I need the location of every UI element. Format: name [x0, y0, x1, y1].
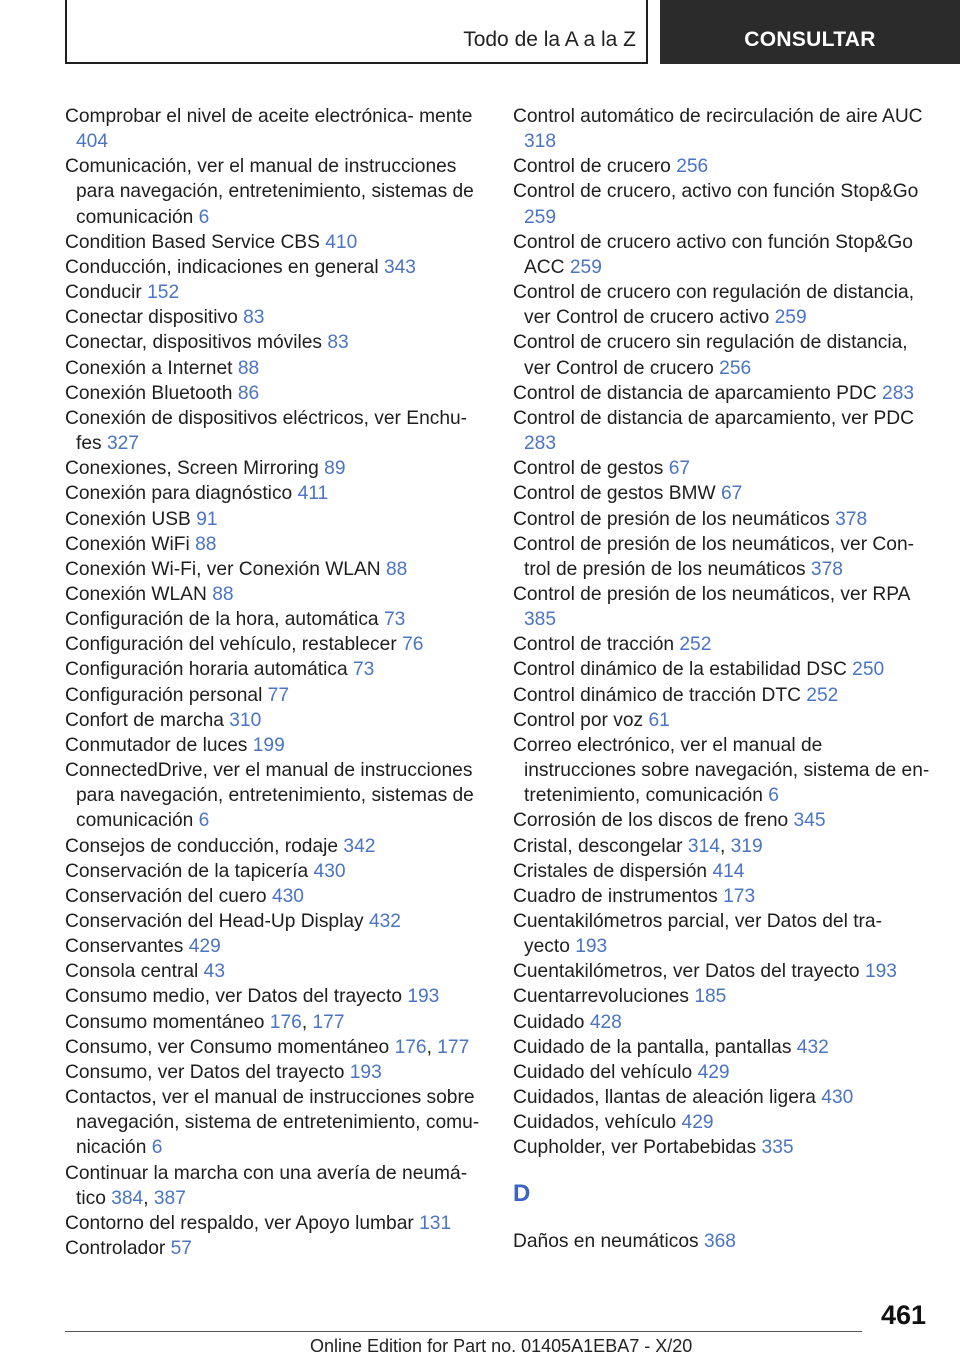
index-term: Comunicación, ver el manual de instrucciones para navegación, entretenimiento, sistemas de comunicación	[65, 156, 474, 228]
page-reference-link[interactable]: 43	[203, 961, 226, 983]
index-term: Conmutador de luces	[65, 734, 248, 756]
page-reference-link[interactable]: 185	[694, 986, 727, 1008]
index-term: Control de crucero	[513, 156, 671, 178]
index-entry	[65, 909, 485, 934]
page-reference-link[interactable]: 343	[383, 256, 416, 278]
index-term: Cuidado	[513, 1011, 585, 1033]
index-entry	[65, 582, 485, 607]
index-entry	[65, 104, 485, 154]
index-term: Cristales de dispersión	[513, 860, 708, 882]
index-term: Conservación del Head-Up Display	[65, 911, 364, 932]
page-reference-link[interactable]: 378	[810, 558, 843, 580]
page-reference-link[interactable]: 83	[327, 332, 349, 354]
index-entry	[513, 179, 933, 229]
index-entry	[65, 557, 485, 582]
index-entry	[513, 456, 933, 481]
index-entry: Continuar la marcha con una avería de neumá- tico 384, 387	[65, 1162, 468, 1209]
page-reference-link[interactable]: 193	[349, 1061, 382, 1083]
page-reference-link[interactable]: 91	[196, 508, 218, 530]
index-term: Contorno del respaldo, ver Apoyo lumbar	[65, 1212, 414, 1234]
page-reference-link[interactable]: 152	[147, 282, 180, 304]
page-reference-link[interactable]: 252	[679, 634, 712, 656]
index-entry	[513, 884, 933, 909]
page-reference-link[interactable]: 429	[681, 1112, 714, 1134]
index-term: Control de tracción	[513, 634, 675, 656]
index-term: Conexión Bluetooth	[65, 382, 233, 404]
index-entry	[513, 280, 933, 330]
index-term: ConnectedDrive, ver el manual de instrucciones para navegación, entretenimiento, sistemas de comunicación	[65, 760, 474, 832]
chapter-tab-label: CONSULTAR	[744, 28, 876, 51]
page-reference-link[interactable]: 193	[575, 936, 608, 958]
index-term: Control dinámico de la estabilidad DSC	[513, 659, 847, 681]
index-entry	[513, 1010, 933, 1035]
page-reference-link[interactable]: 414	[712, 860, 745, 882]
page-reference-link[interactable]: 176	[394, 1036, 427, 1058]
index-entry: Consumo momentáneo 176, 177	[65, 1011, 345, 1033]
index-entry	[65, 356, 485, 381]
index-term: Control de crucero con regulación de distancia, ver Control de crucero activo	[513, 282, 915, 329]
index-entry	[513, 154, 933, 179]
index-term: Conexiones, Screen Mirroring	[65, 458, 319, 480]
index-entry	[513, 984, 933, 1009]
page-reference-link[interactable]: 73	[383, 609, 406, 631]
page-number: 461	[880, 1300, 926, 1330]
page-reference-link[interactable]: 177	[437, 1036, 470, 1058]
page-reference-link[interactable]: 432	[368, 911, 401, 932]
index-entry	[65, 481, 485, 506]
footer-edition: Online Edition for Part no. 01405A1EBA7 - X/20	[310, 1336, 693, 1356]
index-entry	[513, 909, 933, 959]
index-term: Conectar, dispositivos móviles	[65, 332, 323, 354]
footer-divider	[65, 1331, 862, 1332]
index-entry	[513, 733, 933, 808]
index-entry: Consumo, ver Consumo momentáneo 176, 177	[65, 1036, 470, 1058]
index-term: Configuración del vehículo, restablecer	[65, 634, 397, 656]
index-term: Confort de marcha	[65, 709, 224, 731]
page-reference-link[interactable]: 83	[243, 307, 265, 329]
index-term: Conducción, indicaciones en general	[65, 256, 379, 278]
page-reference-link[interactable]: 73	[353, 659, 375, 681]
page-reference-link[interactable]: 430	[271, 885, 304, 907]
page-reference-link[interactable]: 6	[198, 810, 210, 832]
index-entry	[65, 859, 485, 884]
page-reference-link[interactable]: 310	[229, 709, 262, 731]
section-tab	[65, 0, 648, 64]
index-column-right	[513, 104, 933, 1254]
index-term: Control de gestos BMW	[513, 483, 716, 505]
index-entry	[513, 582, 933, 632]
page-reference-link[interactable]: 318	[524, 131, 557, 153]
section-letter-d: D	[513, 1179, 531, 1207]
index-term: Control de presión de los neumáticos, ver RPA	[513, 583, 910, 605]
index-term: Control de crucero, activo con función Stop&Go	[513, 181, 919, 203]
index-entry	[65, 305, 485, 330]
index-entry	[513, 1110, 933, 1135]
page-reference-link[interactable]: 342	[343, 835, 376, 857]
index-term: Conducir	[65, 282, 142, 304]
index-entry	[65, 758, 485, 833]
page-reference-link[interactable]: 429	[188, 936, 221, 958]
page-reference-link[interactable]: 193	[407, 986, 440, 1008]
index-term: Conexión de dispositivos eléctricos, ver Enchu- fes	[65, 407, 468, 455]
page-reference-link[interactable]: 6	[198, 206, 210, 228]
index-entry	[513, 230, 933, 280]
index-term: Conservación de la tapicería	[65, 860, 309, 882]
index-term: Consumo medio, ver Datos del trayecto	[65, 986, 402, 1008]
index-entry	[513, 1135, 933, 1160]
index-term: Conexión Wi-Fi, ver Conexión WLAN	[65, 558, 381, 580]
index-entry	[65, 683, 485, 708]
page-reference-link[interactable]: 177	[312, 1011, 345, 1033]
index-term: Cuentarrevoluciones	[513, 986, 689, 1008]
index-entry	[65, 381, 485, 406]
index-term: Contactos, ver el manual de instrucciones sobre navegación, sistema de entretenimiento, comu- nicación	[65, 1087, 480, 1159]
index-term: Control de gestos	[513, 458, 664, 480]
index-entry	[65, 532, 485, 557]
page-reference-link[interactable]: 250	[852, 659, 885, 681]
page-reference-link[interactable]: 252	[806, 684, 839, 706]
page-reference-link[interactable]: 429	[697, 1061, 730, 1083]
index-term: Conexión WLAN	[65, 583, 207, 605]
index-entry	[65, 406, 485, 456]
index-entry	[513, 683, 933, 708]
page-reference-link[interactable]: 259	[524, 206, 557, 228]
index-entry	[513, 1085, 933, 1110]
index-term: Control de distancia de aparcamiento, ver PDC	[513, 407, 915, 429]
index-term: Conservantes	[65, 936, 184, 958]
index-entry	[65, 934, 485, 959]
index-term: Conexión para diagnóstico	[65, 483, 293, 505]
index-term: Control de crucero activo con función Stop&Go ACC	[513, 231, 913, 278]
page-reference-link[interactable]: 173	[723, 885, 756, 907]
index-entry	[65, 330, 485, 355]
index-entry	[513, 808, 933, 833]
page-reference-link[interactable]: 384	[111, 1187, 144, 1209]
page-reference-link[interactable]: 88	[385, 558, 408, 580]
index-entry	[65, 632, 485, 657]
index-term: Daños en neumáticos	[513, 1230, 699, 1252]
index-term: Conexión USB	[65, 508, 191, 530]
index-term: Consumo momentáneo	[65, 1011, 265, 1033]
page-reference-link[interactable]: 193	[864, 961, 897, 983]
index-column-left	[65, 104, 485, 1261]
index-entry	[65, 984, 485, 1009]
index-term: Configuración de la hora, automática	[65, 609, 379, 631]
page-reference-link[interactable]: 259	[774, 307, 807, 329]
page-reference-link[interactable]: 67	[668, 458, 691, 480]
index-entry	[65, 230, 485, 255]
index-entry	[65, 1211, 485, 1236]
index-entry	[65, 959, 485, 984]
page-reference-link[interactable]: 428	[589, 1011, 622, 1033]
index-term: Cuadro de instrumentos	[513, 885, 718, 907]
page-reference-link[interactable]: 88	[195, 533, 217, 555]
index-term: Comprobar el nivel de aceite electrónica- mente	[65, 106, 473, 127]
index-term: Control de presión de los neumáticos, ver Con- trol de presión de los neumáticos	[513, 533, 915, 580]
index-term: Controlador	[65, 1238, 166, 1260]
index-entry	[65, 255, 485, 280]
index-entry	[65, 1060, 485, 1085]
index-term: Conexión a Internet	[65, 357, 233, 379]
page-reference-link[interactable]: 387	[153, 1187, 186, 1209]
index-entry	[513, 330, 933, 380]
index-entry	[513, 959, 933, 984]
index-entry	[513, 104, 933, 154]
page-reference-link[interactable]: 430	[313, 860, 346, 882]
index-entry	[65, 884, 485, 909]
index-entry	[513, 632, 933, 657]
page-reference-link[interactable]: 256	[676, 156, 709, 178]
index-entry	[513, 657, 933, 682]
index-term: Cuidado del vehículo	[513, 1061, 693, 1083]
index-term: Cuidados, llantas de aleación ligera	[513, 1087, 816, 1109]
index-entry	[65, 1085, 485, 1160]
index-term: Conectar dispositivo	[65, 307, 238, 329]
index-term: Corrosión de los discos de freno	[513, 810, 789, 832]
index-entry	[65, 607, 485, 632]
chapter-tab	[660, 0, 960, 64]
index-entry	[65, 154, 485, 229]
page-reference-link[interactable]: 335	[761, 1137, 794, 1159]
index-term: Configuración personal	[65, 684, 263, 706]
page-reference-link[interactable]: 411	[297, 483, 329, 505]
index-term: Consumo, ver Consumo momentáneo	[65, 1036, 390, 1058]
index-term: Control de presión de los neumáticos	[513, 508, 830, 530]
index-entry	[513, 381, 933, 406]
index-term: Cuentakilómetros parcial, ver Datos del tra- yecto	[513, 911, 882, 958]
index-entry	[65, 733, 485, 758]
index-entry	[513, 708, 933, 733]
page-reference-link[interactable]: 368	[703, 1230, 736, 1252]
page-reference-link[interactable]: 76	[402, 634, 424, 656]
page-reference-link[interactable]: 404	[76, 131, 109, 153]
index-term: Condition Based Service CBS	[65, 231, 320, 253]
page-reference-link[interactable]: 430	[821, 1087, 854, 1109]
index-entry	[65, 456, 485, 481]
page-reference-link[interactable]: 283	[882, 382, 915, 404]
page-reference-link[interactable]: 67	[720, 483, 743, 505]
page-reference-link[interactable]: 131	[419, 1212, 452, 1234]
index-entry	[513, 532, 933, 582]
index-term: Cuidado de la pantalla, pantallas	[513, 1036, 792, 1058]
index-term: Control por voz	[513, 709, 644, 731]
index-entry	[65, 280, 485, 305]
page-reference-link[interactable]: 319	[730, 835, 763, 857]
page-reference-link[interactable]: 345	[793, 810, 826, 832]
page-reference-link[interactable]: 256	[719, 357, 752, 379]
page-reference-link[interactable]: 6	[151, 1137, 163, 1159]
index-entry	[65, 708, 485, 733]
index-term: Control de distancia de aparcamiento PDC	[513, 382, 877, 404]
index-term: Conservación del cuero	[65, 885, 267, 907]
index-term: Continuar la marcha con una avería de neumá- tico	[65, 1162, 468, 1209]
page-reference-link[interactable]: 176	[269, 1011, 302, 1033]
index-entry	[65, 1236, 485, 1261]
page-reference-link[interactable]: 259	[569, 256, 602, 278]
index-entry	[513, 1035, 933, 1060]
index-term: Correo electrónico, ver el manual de instrucciones sobre navegación, sistema de en- tretenimiento, comunicación	[513, 734, 930, 807]
page-reference-link[interactable]: 86	[237, 382, 260, 404]
index-entry	[65, 657, 485, 682]
index-entry	[513, 1229, 933, 1254]
page-reference-link[interactable]: 88	[237, 357, 260, 379]
index-term: Consola central	[65, 961, 199, 983]
page-reference-link[interactable]: 89	[324, 458, 346, 480]
page-reference-link[interactable]: 327	[106, 433, 139, 455]
page-reference-link[interactable]: 61	[648, 709, 670, 731]
index-term: Cristal, descongelar	[513, 835, 683, 857]
page-reference-link[interactable]: 77	[267, 684, 290, 706]
index-entry: Cristal, descongelar 314, 319	[513, 835, 763, 857]
index-term: Consejos de conducción, rodaje	[65, 835, 339, 857]
index-term: Consumo, ver Datos del trayecto	[65, 1061, 345, 1083]
section-tab-label: Todo de la A a la Z	[463, 28, 636, 51]
page-reference-link[interactable]: 283	[524, 433, 557, 455]
index-term: Control dinámico de tracción DTC	[513, 684, 801, 706]
page-reference-link[interactable]: 88	[212, 583, 234, 605]
index-entry	[513, 1060, 933, 1085]
index-term: Cupholder, ver Portabebidas	[513, 1137, 757, 1159]
index-term: Conexión WiFi	[65, 533, 190, 555]
page-reference-link[interactable]: 199	[252, 734, 285, 756]
page-reference-link[interactable]: 432	[796, 1036, 829, 1058]
index-term: Control automático de recirculación de aire AUC	[513, 106, 923, 127]
index-entry	[513, 481, 933, 506]
index-term: Cuidados, vehículo	[513, 1112, 677, 1134]
index-list-d	[513, 1229, 933, 1254]
page-reference-link[interactable]: 410	[325, 231, 358, 253]
index-list-c	[513, 104, 933, 1161]
page-reference-link[interactable]: 57	[170, 1238, 192, 1260]
index-entry	[513, 859, 933, 884]
index-term: Control de crucero sin regulación de distancia, ver Control de crucero	[513, 332, 908, 379]
index-entry	[65, 507, 485, 532]
page-reference-link[interactable]: 6	[768, 785, 779, 807]
index-entry	[65, 834, 485, 859]
page-reference-link[interactable]: 378	[835, 508, 868, 530]
index-term: Cuentakilómetros, ver Datos del trayecto	[513, 961, 860, 983]
page-reference-link[interactable]: 385	[524, 609, 557, 631]
index-entry	[513, 507, 933, 532]
page-reference-link[interactable]: 314	[687, 835, 720, 857]
index-entry	[513, 406, 933, 456]
index-term: Configuración horaria automática	[65, 659, 348, 681]
